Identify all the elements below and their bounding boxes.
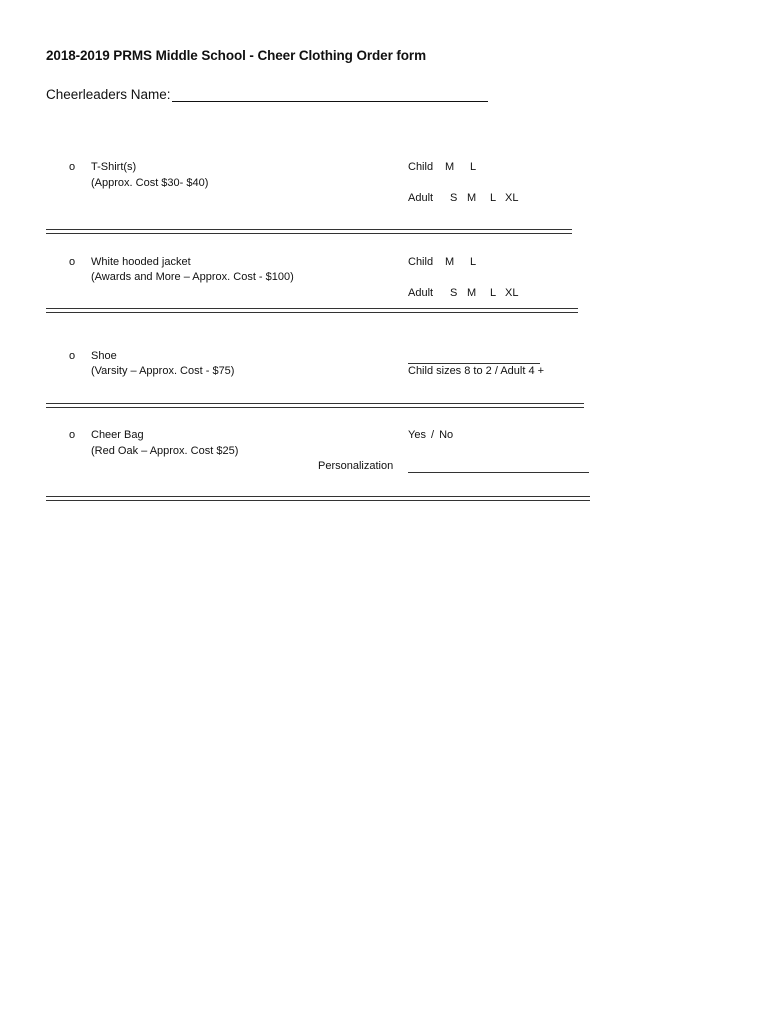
yes-no-choice[interactable]: Yes / No (408, 429, 454, 441)
size-option-l[interactable]: L (490, 192, 497, 204)
size-option-l[interactable]: L (470, 256, 477, 268)
item-detail: (Awards and More – Approx. Cost - $100) (91, 271, 294, 283)
size-option-m[interactable]: M (445, 256, 455, 268)
bullet-icon: o (69, 256, 76, 268)
adult-label: Adult (408, 287, 434, 299)
size-option-m[interactable]: M (467, 192, 477, 204)
size-option-m[interactable]: M (467, 287, 477, 299)
adult-size-options (408, 287, 518, 299)
size-option-l[interactable]: L (470, 161, 477, 173)
separator-line (46, 308, 578, 313)
item-detail: (Red Oak – Approx. Cost $25) (91, 445, 239, 457)
bullet-icon: o (69, 429, 76, 441)
shoe-size-field[interactable] (408, 362, 540, 364)
item-detail: (Varsity – Approx. Cost - $75) (91, 365, 235, 377)
bullet-icon: o (69, 350, 76, 362)
size-option-s[interactable]: S (450, 287, 458, 299)
cheerleader-name-row (46, 87, 488, 102)
shoe-size-note: Child sizes 8 to 2 / Adult 4 + (408, 365, 545, 377)
child-size-options (408, 161, 476, 173)
adult-label: Adult (408, 192, 434, 204)
item-detail: (Approx. Cost $30- $40) (91, 177, 209, 189)
personalization-field[interactable] (408, 471, 589, 473)
size-option-xl[interactable]: XL (505, 287, 519, 299)
item-name: T-Shirt(s) (91, 161, 137, 173)
bullet-icon: o (69, 161, 76, 173)
form-title: 2018-2019 PRMS Middle School - Cheer Clothing Order form (46, 48, 426, 63)
cheerleader-name-label: Cheerleaders Name: (46, 87, 171, 102)
separator-line (46, 403, 584, 408)
item-name: Cheer Bag (91, 429, 144, 441)
separator-line (46, 496, 590, 501)
size-option-s[interactable]: S (450, 192, 458, 204)
cheerleader-name-field[interactable] (172, 87, 488, 102)
child-size-options (408, 256, 476, 268)
child-label: Child (408, 256, 434, 268)
item-name: Shoe (91, 350, 117, 362)
size-option-xl[interactable]: XL (505, 192, 519, 204)
personalization-label: Personalization (318, 460, 394, 472)
adult-size-options (408, 192, 518, 204)
item-name: White hooded jacket (91, 256, 191, 268)
size-option-m[interactable]: M (445, 161, 455, 173)
size-option-l[interactable]: L (490, 287, 497, 299)
separator-line (46, 229, 572, 234)
child-label: Child (408, 161, 434, 173)
